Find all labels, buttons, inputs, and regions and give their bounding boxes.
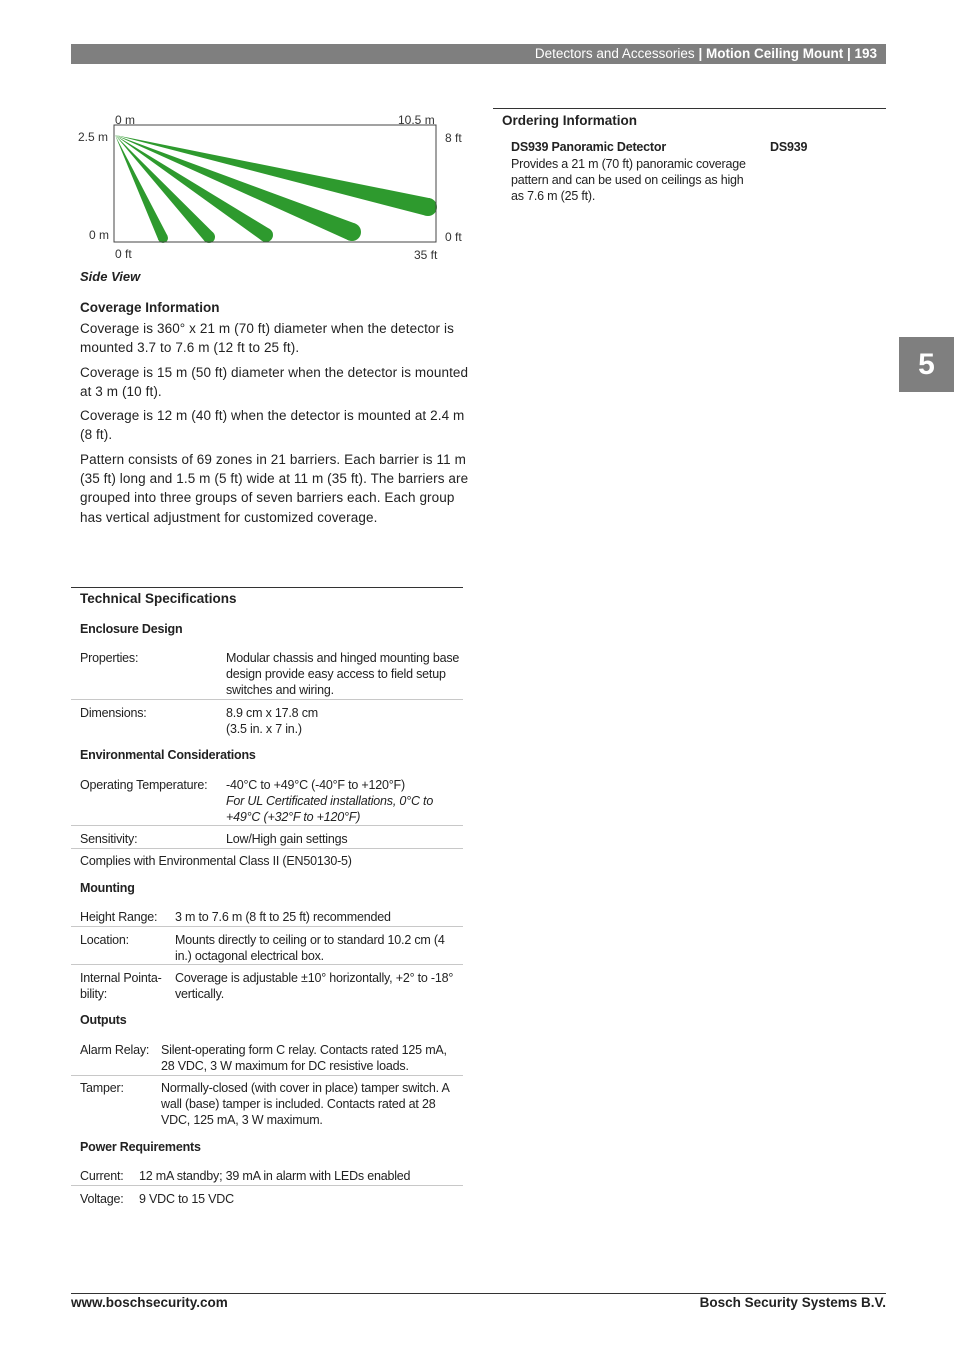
footer-company: Bosch Security Systems B.V. xyxy=(699,1295,886,1310)
section-rule xyxy=(493,108,886,109)
footer-rule xyxy=(71,1293,886,1294)
section-rule xyxy=(71,587,463,588)
spec-label: Complies with Environmental Class II (EN50130-5) xyxy=(80,854,352,868)
page-header xyxy=(71,44,886,64)
coverage-paragraph: Coverage is 360° x 21 m (70 ft) diameter when the detector is mounted 3.7 to 7.6 m (12 ft to 25 ft). xyxy=(80,321,454,356)
tech-heading: Technical Specifications xyxy=(80,591,237,606)
spec-value xyxy=(226,705,461,737)
coverage-beam-tip xyxy=(419,198,437,216)
footer-website[interactable]: www.boschsecurity.com xyxy=(71,1295,228,1310)
spec-value: 9 VDC to 15 VDC xyxy=(139,1192,234,1206)
spec-value: Silent-operating form C relay. Contacts rated 125 mA, 28 VDC, 3 W maximum for DC resistive loads. xyxy=(161,1043,447,1073)
row-divider xyxy=(71,848,463,849)
side-view-diagram xyxy=(76,110,471,270)
spec-label: Voltage: xyxy=(80,1192,124,1206)
spec-value xyxy=(226,777,463,825)
spec-value: 3 m to 7.6 m (8 ft to 25 ft) recommended xyxy=(175,910,391,924)
row-divider xyxy=(71,964,463,965)
coverage-beams xyxy=(115,135,437,243)
product-code: DS939 xyxy=(770,140,808,154)
diagram-caption: Side View xyxy=(80,269,141,284)
spec-label: Alarm Relay: xyxy=(80,1043,150,1057)
spec-value: Modular chassis and hinged mounting base design provide easy access to field setup switches and wiring. xyxy=(226,651,460,697)
outputs-heading: Outputs xyxy=(80,1013,127,1027)
coverage-paragraph: Pattern consists of 69 zones in 21 barriers. Each barrier is 11 m (35 ft) long and 1.5 m (5 ft) wide at 11 m (35 ft). The barriers are grouped into three groups of seven barriers each. Each group has vertical adjustment for customized coverage. xyxy=(80,451,469,525)
coverage-heading: Coverage Information xyxy=(80,300,220,315)
coverage-paragraph: Coverage is 12 m (40 ft) when the detector is mounted at 2.4 m (8 ft). xyxy=(80,408,465,443)
chapter-tab: 5 xyxy=(899,337,954,392)
spec-label: Height Range: xyxy=(80,910,158,924)
spec-label: Operating Temperature: xyxy=(80,778,208,792)
row-divider xyxy=(71,825,463,826)
row-divider xyxy=(71,1075,463,1076)
ordering-heading: Ordering Information xyxy=(502,113,637,128)
row-divider xyxy=(71,926,463,927)
spec-value: 12 mA standby; 39 mA in alarm with LEDs enabled xyxy=(139,1169,411,1183)
row-divider xyxy=(71,1185,463,1186)
label-right-top: 8 ft xyxy=(445,131,462,145)
power-heading: Power Requirements xyxy=(80,1140,201,1154)
coverage-paragraph: Coverage is 15 m (50 ft) diameter when the detector is mounted at 3 m (10 ft). xyxy=(80,364,469,399)
coverage-beam-tip xyxy=(259,228,273,242)
spec-value-note: For UL Certificated installations, 0°C to +49°C (+32°F to +120°F) xyxy=(226,794,434,824)
spec-label: Location: xyxy=(80,933,129,947)
spec-value: Normally-closed (with cover in place) tamper switch. A wall (base) tamper is included. Contacts rated at 28 VDC, 125 mA, 3 W maximum. xyxy=(161,1081,449,1127)
spec-value-line: (3.5 in. x 7 in.) xyxy=(226,722,302,736)
environmental-heading: Environmental Considerations xyxy=(80,748,256,762)
spec-label: Internal Pointa-bility: xyxy=(80,971,162,1001)
label-right-bottom: 0 ft xyxy=(445,230,462,244)
header-title: | Motion Ceiling Mount | 193 xyxy=(698,46,877,61)
label-left-bottom: 0 m xyxy=(89,228,110,242)
label-bottom-right: 35 ft xyxy=(414,248,438,262)
product-name: DS939 Panoramic Detector xyxy=(511,140,666,154)
spec-label: Sensitivity: xyxy=(80,832,138,846)
spec-value-line: -40°C to +49°C (-40°F to +120°F) xyxy=(226,778,405,792)
label-bottom-left: 0 ft xyxy=(115,247,132,261)
spec-value-line: 8.9 cm x 17.8 cm xyxy=(226,706,318,720)
spec-value: Low/High gain settings xyxy=(226,832,348,846)
enclosure-heading: Enclosure Design xyxy=(80,622,183,636)
label-left-top: 2.5 m xyxy=(78,130,109,144)
coverage-beam-tip xyxy=(343,223,361,241)
spec-label: Current: xyxy=(80,1169,124,1183)
coverage-beam-tip xyxy=(203,231,215,243)
spec-value: Coverage is adjustable ±10° horizontally, +2° to -18° vertically. xyxy=(175,971,454,1001)
label-top-right: 10.5 m xyxy=(398,113,435,127)
mounting-heading: Mounting xyxy=(80,881,135,895)
header-section: Detectors and Accessories xyxy=(534,46,695,61)
label-top-left: 0 m xyxy=(115,113,136,127)
row-divider xyxy=(71,699,463,700)
spec-value: Mounts directly to ceiling or to standard 10.2 cm (4 in.) octagonal electrical box. xyxy=(175,933,445,963)
spec-label: Tamper: xyxy=(80,1081,124,1095)
coverage-section xyxy=(80,300,470,532)
spec-label: Properties: xyxy=(80,651,139,665)
spec-label: Dimensions: xyxy=(80,706,147,720)
product-description: Provides a 21 m (70 ft) panoramic coverage pattern and can be used on ceilings as high as 7.6 m (25 ft). xyxy=(511,157,746,203)
